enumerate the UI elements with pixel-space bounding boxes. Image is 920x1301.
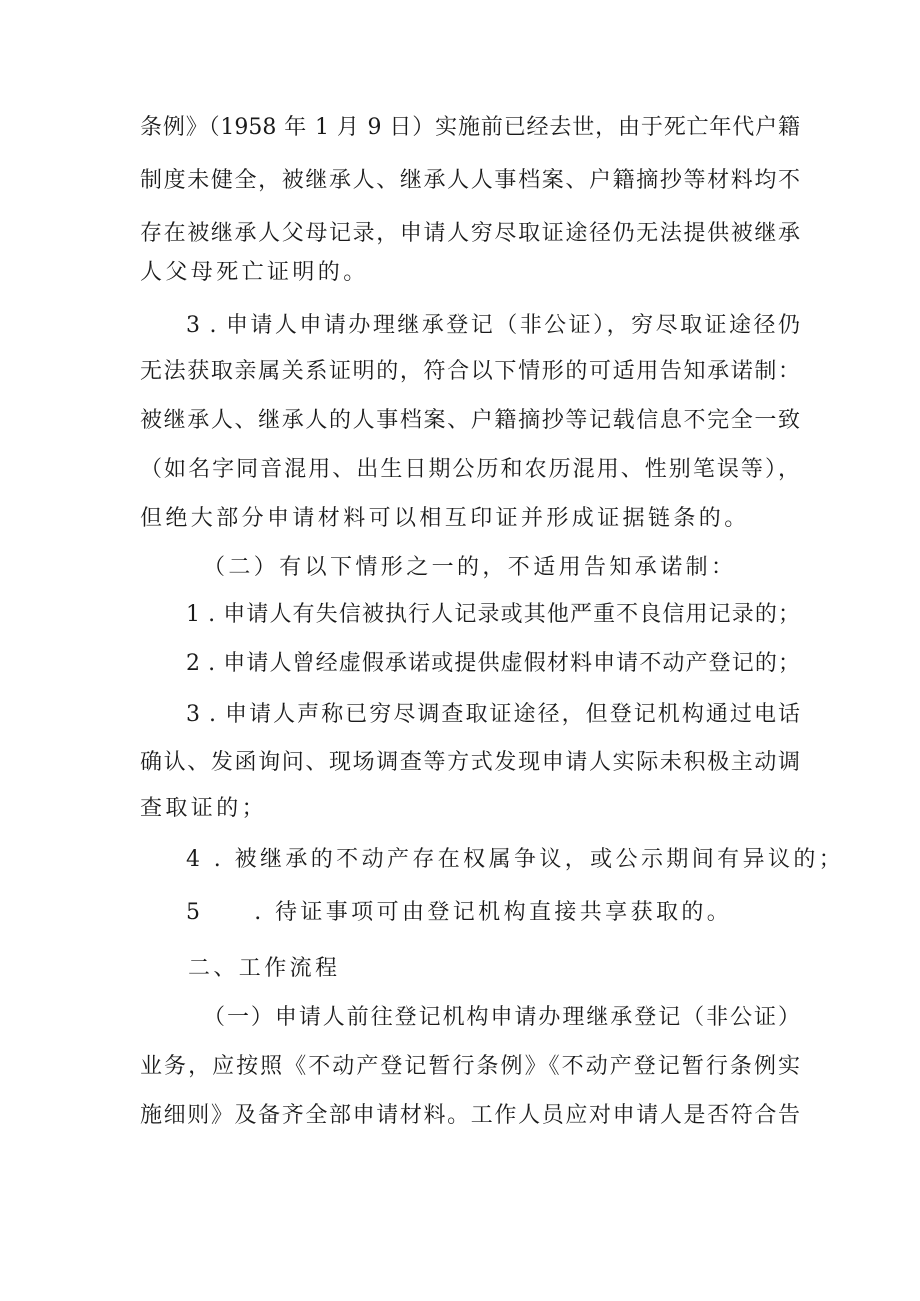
- paragraph-line: 条例》（1958 年 1 月 9 日）实施前已经去世，由于死亡年代户籍: [140, 115, 800, 140]
- section-heading: 二、工作流程: [188, 956, 341, 981]
- paragraph-line: 业务，应按照《不动产登记暂行条例》《不动产登记暂行条例实: [140, 1054, 800, 1079]
- section-heading: （二）有以下情形之一的，不适用告知承诺制：: [203, 555, 737, 580]
- list-item: 4 . 被继承的不动产存在权属争议，或公示期间有异议的；: [186, 847, 845, 872]
- list-item-continuation: 确认、发函询问、现场调查等方式发现申请人实际未积极主动调: [140, 750, 800, 775]
- paragraph-line: 存在被继承人父母记录，申请人穷尽取证途径仍无法提供被继承: [140, 221, 800, 246]
- paragraph-line: 人父母死亡证明的。: [140, 260, 369, 285]
- paragraph-line: 但绝大部分申请材料可以相互印证并形成证据链条的。: [140, 506, 750, 531]
- list-item: 3 . 申请人声称已穷尽调查取证途径，但登记机构通过电话: [186, 702, 800, 727]
- list-item: 5 . 待证事项可由登记机构直接共享获取的。: [186, 900, 733, 925]
- list-item-continuation: 查取证的；: [140, 796, 268, 821]
- paragraph-line: 制度未健全，被继承人、继承人人事档案、户籍摘抄等材料均不: [140, 168, 800, 193]
- paragraph-line: （一）申请人前往登记机构申请办理继承登记（非公证）: [203, 1005, 800, 1030]
- paragraph-line: 被继承人、继承人的人事档案、户籍摘抄等记载信息不完全一致: [140, 408, 800, 433]
- paragraph-line: （如名字同音混用、出生日期公历和农历混用、性别笔误等），: [140, 457, 800, 482]
- paragraph-line: 无法获取亲属关系证明的，符合以下情形的可适用告知承诺制：: [140, 359, 800, 384]
- paragraph-line: 施细则》及备齐全部申请材料。工作人员应对申请人是否符合告: [140, 1103, 800, 1128]
- list-item: 1 . 申请人有失信被执行人记录或其他严重不良信用记录的；: [186, 602, 800, 627]
- paragraph-line: 3 . 申请人申请办理继承登记（非公证），穷尽取证途径仍: [186, 313, 800, 338]
- list-item: 2 . 申请人曾经虚假承诺或提供虚假材料申请不动产登记的；: [186, 651, 800, 676]
